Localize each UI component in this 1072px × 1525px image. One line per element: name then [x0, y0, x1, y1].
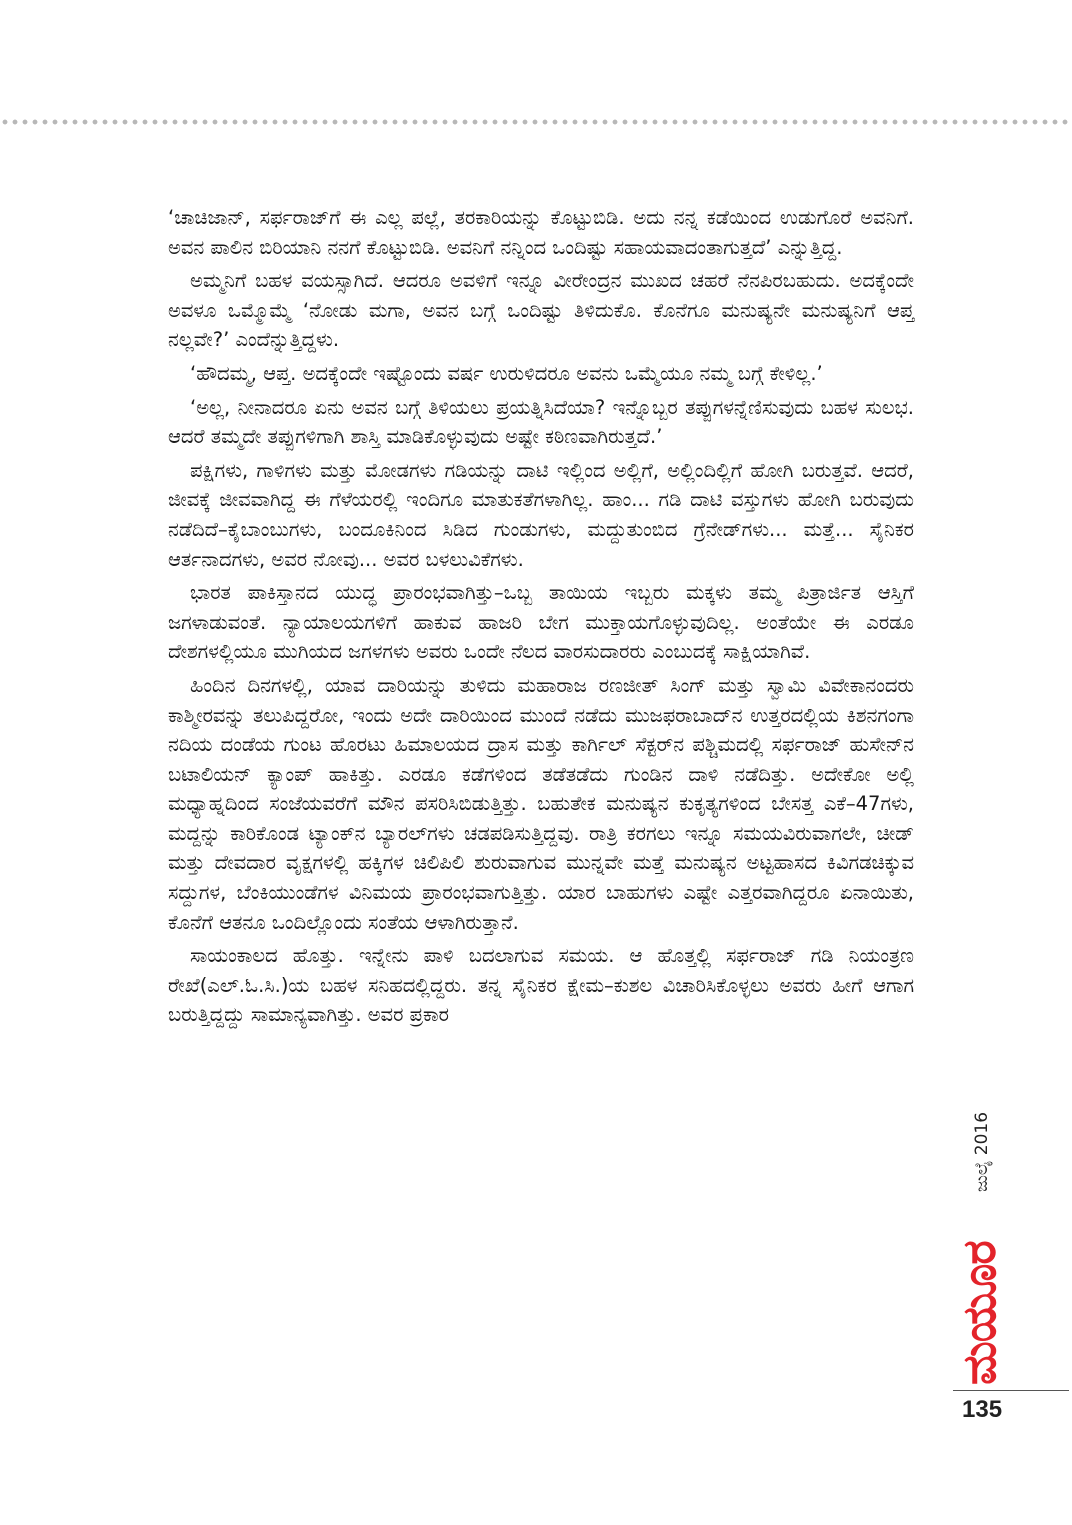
paragraph: ಭಾರತ ಪಾಕಿಸ್ತಾನದ ಯುದ್ಧ ಪ್ರಾರಂಭವಾಗಿತ್ತು–ಒಬ್ಬ ತಾಯಿಯ ಇಬ್ಬರು ಮಕ್ಕಳು ತಮ್ಮ ಪಿತ್ರಾರ್ಜಿತ ಆಸ್ತಿಗೆ ಜಗಳಾಡುವಂತೆ. ನ್ಯಾಯಾಲಯಗಳಿಗೆ ಹಾಕುವ ಹಾಜರಿ ಬೇಗ ಮುಕ್ತಾಯಗೊಳ್ಳುವುದಿಲ್ಲ. ಅಂತೆಯೇ ಈ ಎರಡೂ ದೇಶಗಳಲ್ಲಿಯೂ ಮುಗಿಯದ ಜಗಳಗಳು ಅವರು ಒಂದೇ ನೆಲದ ವಾರಸುದಾರರು ಎಂಬುದಕ್ಕೆ ಸಾಕ್ಷಿಯಾಗಿವೆ.: [168, 581, 914, 664]
paragraph: ಪಕ್ಷಿಗಳು, ಗಾಳಿಗಳು ಮತ್ತು ಮೋಡಗಳು ಗಡಿಯನ್ನು ದಾಟಿ ಇಲ್ಲಿಂದ ಅಲ್ಲಿಗೆ, ಅಲ್ಲಿಂದಿಲ್ಲಿಗೆ ಹೋಗಿ ಬರುತ್ತವೆ. ಆದರೆ, ಜೀವಕ್ಕೆ ಜೀವವಾಗಿದ್ದ ಈ ಗೆಳೆಯರಲ್ಲಿ ಇಂದಿಗೂ ಮಾತುಕತೆಗಳಾಗಿಲ್ಲ. ಹಾಂ... ಗಡಿ ದಾಟಿ ವಸ್ತುಗಳು ಹೋಗಿ ಬರುವುದು ನಡೆದಿದೆ–ಕೈಬಾಂಬುಗಳು, ಬಂದೂಕಿನಿಂದ ಸಿಡಿದ ಗುಂಡುಗಳು, ಮದ್ದುತುಂಬಿದ ಗ್ರೆನೇಡ್‌ಗಳು... ಮತ್ತೆ... ಸೈನಿಕರ ಆರ್ತನಾದಗಳು, ಅವರ ನೋವು... ಅವರ ಬಳಲುವಿಕೆಗಳು.: [168, 458, 914, 571]
magazine-logo: ಮಯೂರ: [952, 1241, 1006, 1385]
dotted-divider: [0, 118, 1072, 126]
paragraph: ಸಾಯಂಕಾಲದ ಹೊತ್ತು. ಇನ್ನೇನು ಪಾಳಿ ಬದಲಾಗುವ ಸಮಯ. ಆ ಹೊತ್ತಲ್ಲಿ ಸರ್ಫರಾಜ್ ಗಡಿ ನಿಯಂತ್ರಣ ರೇಖೆ(ಎಲ್.ಓ.ಸಿ.)ಯ ಬಹಳ ಸನಿಹದಲ್ಲಿದ್ದರು. ತನ್ನ ಸೈನಿಕರ ಕ್ಷೇಮ–ಕುಶಲ ವಿಚಾರಿಸಿಕೊಳ್ಳಲು ಅವರು ಹೀಗೆ ಆಗಾಗ ಬರುತ್ತಿದ್ದದ್ದು ಸಾಮಾನ್ಯವಾಗಿತ್ತು. ಅವರ ಪ್ರಕಾರ: [168, 944, 914, 1027]
paragraph: ಅಮ್ಮನಿಗೆ ಬಹಳ ವಯಸ್ಸಾಗಿದೆ. ಆದರೂ ಅವಳಿಗೆ ಇನ್ನೂ ವೀರೇಂದ್ರನ ಮುಖದ ಚಹರೆ ನೆನಪಿರಬಹುದು. ಅದಕ್ಕೆಂದೇ ಅವಳೂ ಒಮ್ಮೊಮ್ಮೆ ‘ನೋಡು ಮಗಾ, ಅವನ ಬಗ್ಗೆ ಒಂದಿಷ್ಟು ತಿಳಿದುಕೊ. ಕೊನೆಗೂ ಮನುಷ್ಯನೇ ಮನುಷ್ಯನಿಗೆ ಆಪ್ತ ನಲ್ಲವೇ?’ ಎಂದೆನ್ನುತ್ತಿದ್ದಳು.: [168, 269, 914, 352]
footer-rule: [953, 1390, 1069, 1391]
paragraph: ‘ಚಾಚಿಜಾನ್, ಸರ್ಫರಾಜ್‌ಗೆ ಈ ಎಲ್ಲ ಪಲ್ಲೆ, ತರಕಾರಿಯನ್ನು ಕೊಟ್ಟುಬಿಡಿ. ಅದು ನನ್ನ ಕಡೆಯಿಂದ ಉಡುಗೊರೆ ಅವನಿಗೆ. ಅವನ ಪಾಲಿನ ಬಿರಿಯಾನಿ ನನಗೆ ಕೊಟ್ಟುಬಿಡಿ. ಅವನಿಗೆ ನನ್ನಿಂದ ಒಂದಿಷ್ಟು ಸಹಾಯವಾದಂತಾಗುತ್ತದೆ’ ಎನ್ನುತ್ತಿದ್ದ.: [168, 206, 914, 259]
article-body: [168, 203, 914, 1034]
paragraph: ‘ಅಲ್ಲ, ನೀನಾದರೂ ಏನು ಅವನ ಬಗ್ಗೆ ತಿಳಿಯಲು ಪ್ರಯತ್ನಿಸಿದೆಯಾ? ಇನ್ನೊಬ್ಬರ ತಪ್ಪುಗಳನ್ನೆಣಿಸುವುದು ಬಹಳ ಸುಲಭ. ಆದರೆ ತಮ್ಮದೇ ತಪ್ಪುಗಳಿಗಾಗಿ ಶಾಸ್ತಿ ಮಾಡಿಕೊಳ್ಳುವುದು ಅಷ್ಟೇ ಕಠಿಣವಾಗಿರುತ್ತದೆ.’: [168, 395, 914, 449]
paragraph: ‘ಹೌದಮ್ಮ, ಆಪ್ತ. ಅದಕ್ಕೆಂದೇ ಇಷ್ಟೊಂದು ವರ್ಷ ಉರುಳಿದರೂ ಅವನು ಒಮ್ಮೆಯೂ ನಮ್ಮ ಬಗ್ಗೆ ಕೇಳಿಲ್ಲ.’: [190, 361, 823, 385]
paragraph: ಹಿಂದಿನ ದಿನಗಳಲ್ಲಿ, ಯಾವ ದಾರಿಯನ್ನು ತುಳಿದು ಮಹಾರಾಜ ರಣಜೀತ್ ಸಿಂಗ್ ಮತ್ತು ಸ್ವಾಮಿ ವಿವೇಕಾನಂದರು ಕಾಶ್ಮೀರವನ್ನು ತಲುಪಿದ್ದರೋ, ಇಂದು ಅದೇ ದಾರಿಯಿಂದ ಮುಂದೆ ನಡೆದು ಮುಜಫರಾಬಾದ್‌ನ ಉತ್ತರದಲ್ಲಿಯ ಕಿಶನಗಂಗಾ ನದಿಯ ದಂಡೆಯ ಗುಂಟ ಹೊರಟು ಹಿಮಾಲಯದ ದ್ರಾಸ ಮತ್ತು ಕಾರ್ಗಿಲ್ ಸೆಕ್ಟರ್‌ನ ಪಶ್ಚಿಮದಲ್ಲಿ ಸರ್ಫರಾಜ್ ಹುಸೇನ್‌ನ ಬಟಾಲಿಯನ್ ಕ್ಯಾಂಪ್ ಹಾಕಿತ್ತು. ಎರಡೂ ಕಡೆಗಳಿಂದ ತಡೆತಡೆದು ಗುಂಡಿನ ದಾಳಿ ನಡೆದಿತ್ತು. ಅದೇಕೋ ಅಲ್ಲಿ ಮಧ್ಯಾಹ್ನದಿಂದ ಸಂಜೆಯವರೆಗೆ ಮೌನ ಪಸರಿಸಿಬಿಡುತ್ತಿತ್ತು. ಬಹುತೇಕ ಮನುಷ್ಯನ ಕುಕೃತ್ಯಗಳಿಂದ ಬೇಸತ್ತ ಎಕೆ–47ಗಳು, ಮದ್ದನ್ನು ಕಾರಿಕೊಂಡ ಟ್ಯಾಂಕ್‌ನ ಬ್ಯಾರಲ್‌ಗಳು ಚಡಪಡಿಸುತ್ತಿದ್ದವು. ರಾತ್ರಿ ಕರಗಲು ಇನ್ನೂ ಸಮಯವಿರುವಾಗಲೇ, ಚೀಡ್ ಮತ್ತು ದೇವದಾರ ವೃಕ್ಷಗಳಲ್ಲಿ ಹಕ್ಕಿಗಳ ಚಿಲಿಪಿಲಿ ಶುರುವಾಗುವ ಮುನ್ನವೇ ಮತ್ತೆ ಮನುಷ್ಯನ ಅಟ್ಟಹಾಸದ ಕಿವಿಗಡಚಿಕ್ಕುವ ಸದ್ದುಗಳ, ಬೆಂಕಿಯುಂಡೆಗಳ ವಿನಿಮಯ ಪ್ರಾರಂಭವಾಗುತ್ತಿತ್ತು. ಯಾರ ಬಾಹುಗಳು ಎಷ್ಟೇ ಎತ್ತರವಾಗಿದ್ದರೂ ಏನಾಯಿತು, ಕೊನೆಗೆ ಆತನೂ ಒಂದಿಲ್ಲೊಂದು ಸಂತೆಯ ಆಳಾಗಿರುತ್ತಾನೆ.: [168, 673, 914, 934]
issue-date: ಜುಲೈ 2016: [972, 1111, 992, 1192]
page-number: 135: [962, 1396, 1003, 1423]
